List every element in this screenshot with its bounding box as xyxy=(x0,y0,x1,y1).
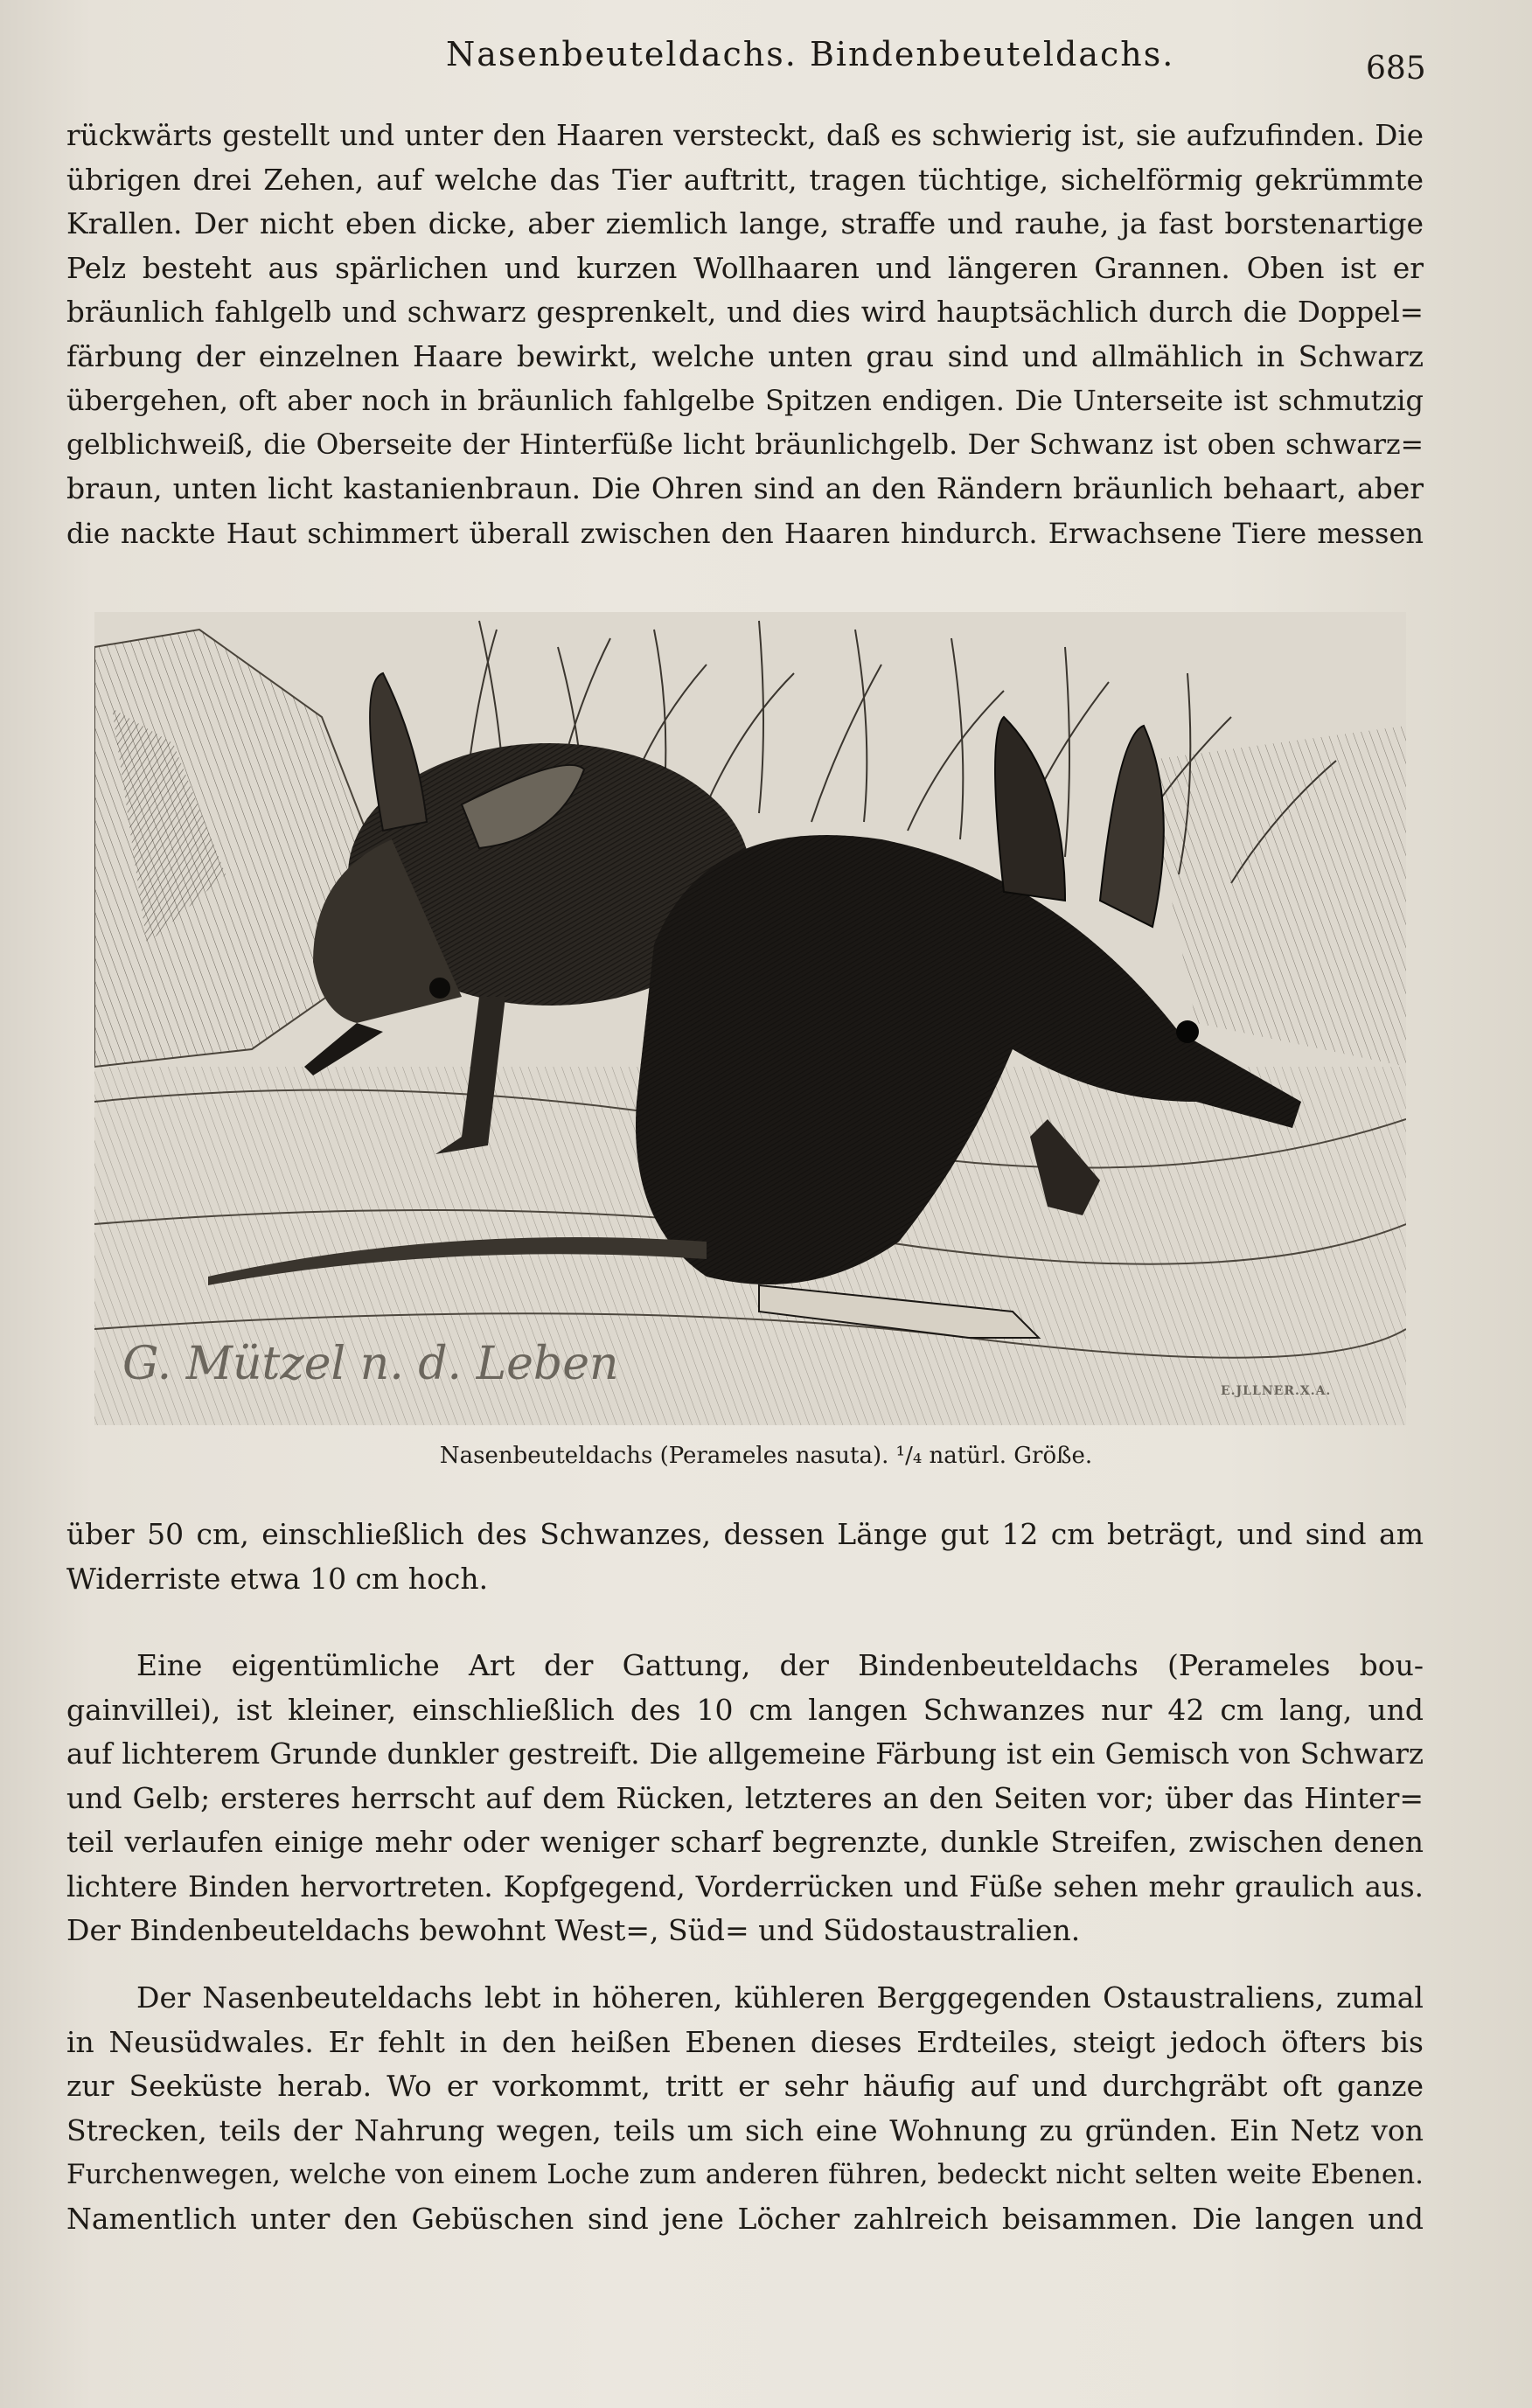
paragraph-bindenbeuteldachs xyxy=(66,1644,1424,1953)
text-line: Widerriste etwa 10 cm hoch. xyxy=(66,1561,489,1596)
text-line: Furchenwegen, welche von einem Loche zum anderen führen, bedeckt nicht selten weite Ebenen. xyxy=(66,2159,1424,2190)
text-line: bräunlich fahlgelb und schwarz gesprenkelt, und dies wird hauptsächlich durch die Doppel= xyxy=(66,296,1424,329)
text-line: braun, unten licht kastanienbraun. Die Ohren sind an den Rändern bräunlich behaart, aber xyxy=(66,471,1424,505)
text-line: Pelz besteht aus spärlichen und kurzen Wollhaaren und längeren Grannen. Oben ist er xyxy=(66,250,1424,285)
paragraph-measurements xyxy=(66,1513,1424,1601)
text-line: übergehen, oft aber noch in bräunlich fahlgelbe Spitzen endigen. Die Unterseite ist schmutzig xyxy=(66,384,1424,417)
text-line: gainvillei), ist kleiner, einschließlich des 10 cm langen Schwanzes nur 42 cm lang, und xyxy=(66,1692,1424,1727)
bandicoot-engraving xyxy=(94,612,1406,1425)
paragraph-habitat xyxy=(66,1976,1424,2241)
artist-signature: G. Mützel n. d. Leben xyxy=(122,1338,619,1390)
figure-caption: Nasenbeuteldachs (Perameles nasuta). ¹/₄ natürl. Größe. xyxy=(439,1443,1093,1469)
text-line: übrigen drei Zehen, auf welche das Tier auftritt, tragen tüchtige, sichelförmig gekrümmte xyxy=(66,162,1424,197)
engraver-signature: E.JLLNER.X.A. xyxy=(1221,1384,1332,1398)
text-line: lichtere Binden hervortreten. Kopfgegend, Vorderrücken und Füße sehen mehr graulich aus. xyxy=(66,1869,1424,1903)
text-line: zur Seeküste herab. Wo er vorkommt, tritt er sehr häufig auf und durchgräbt oft ganze xyxy=(66,2069,1424,2103)
text-line: Strecken, teils der Nahrung wegen, teils um sich eine Wohnung zu gründen. Ein Netz von xyxy=(66,2112,1424,2147)
text-line: über 50 cm, einschließlich des Schwanzes, dessen Länge gut 12 cm beträgt, und sind am xyxy=(66,1517,1424,1551)
text-line: Der Bindenbeuteldachs bewohnt West=, Süd= und Südostaustralien. xyxy=(66,1913,1081,1947)
text-line: die nackte Haut schimmert überall zwischen den Haaren hindurch. Erwachsene Tiere messen xyxy=(66,516,1424,550)
engraving-image xyxy=(94,612,1406,1425)
paragraph-continuation xyxy=(66,114,1424,555)
text-line: gelblichweiß, die Oberseite der Hinterfüße licht bräunlichgelb. Der Schwanz ist oben schwarz= xyxy=(66,428,1424,461)
text-line: in Neusüdwales. Er fehlt in den heißen Ebenen dieses Erdteiles, steigt jedoch öfters bis xyxy=(66,2024,1424,2059)
text-line: rückwärts gestellt und unter den Haaren versteckt, daß es schwierig ist, sie aufzufinden. Die xyxy=(66,119,1424,152)
text-line: und Gelb; ersteres herrscht auf dem Rücken, letzteres an den Seiten vor; über das Hinter= xyxy=(66,1780,1424,1815)
text-line: Krallen. Der nicht eben dicke, aber ziemlich lange, straffe und rauhe, ja fast borstenartige xyxy=(66,206,1424,240)
page-number: 685 xyxy=(1366,51,1426,87)
text-line: färbung der einzelnen Haare bewirkt, welche unten grau sind und allmählich in Schwarz xyxy=(66,338,1424,373)
running-head: Nasenbeuteldachs. Bindenbeuteldachs. xyxy=(446,35,1175,73)
text-line: Namentlich unter den Gebüschen sind jene Löcher zahlreich beisammen. Die langen und xyxy=(66,2201,1424,2236)
text-line: Der Nasenbeuteldachs lebt in höheren, kühleren Berggegenden Ostaustraliens, zumal xyxy=(136,1980,1424,2015)
text-line: teil verlaufen einige mehr oder weniger scharf begrenzte, dunkle Streifen, zwischen denen xyxy=(66,1825,1424,1859)
text-line: Eine eigentümliche Art der Gattung, der Bindenbeuteldachs (Perameles bou- xyxy=(136,1648,1424,1682)
text-line: auf lichterem Grunde dunkler gestreift. Die allgemeine Färbung ist ein Gemisch von Schwarz xyxy=(66,1737,1424,1771)
